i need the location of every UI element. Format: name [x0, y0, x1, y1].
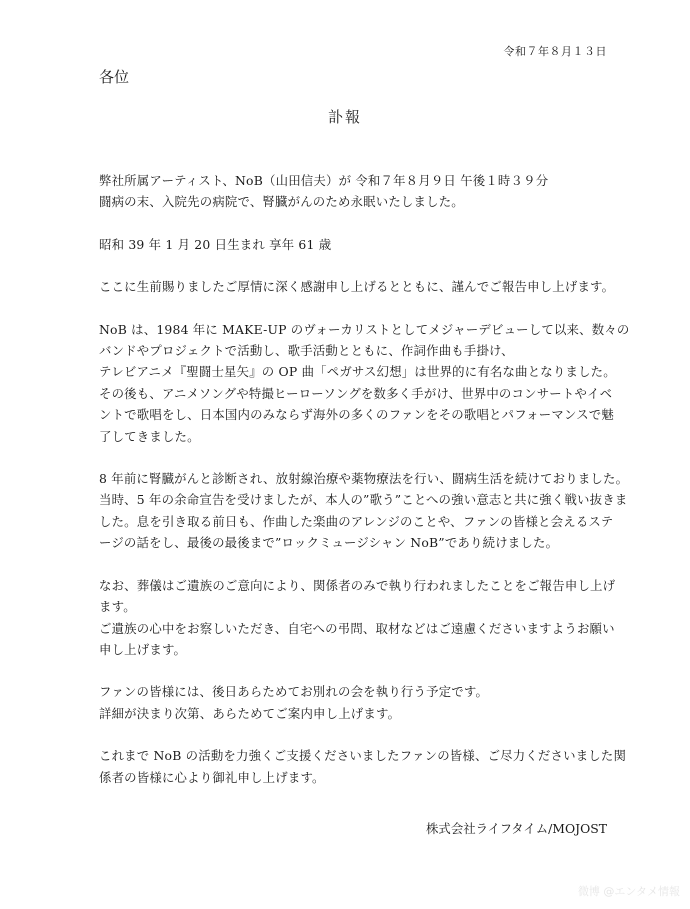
paragraph-line: 詳細が決まり次第、あらためてご案内申し上げます。: [99, 705, 401, 721]
paragraph-line: ージの話をし、最後の最後まで”ロックミュージシャン NoB”であり続けました。: [99, 535, 559, 551]
paragraph-line: NoB は、1984 年に MAKE-UP のヴォーカリストとしてメジャーデビューして以来、数々の: [99, 321, 630, 337]
paragraph-line: 闘病の末、入院先の病院で、腎臓がんのため永眠いたしました。: [99, 194, 464, 210]
paragraph-line: 申し上げます。: [99, 641, 187, 657]
paragraph-line: 昭和 39 年 1 月 20 日生まれ 享年 61 歳: [99, 236, 332, 252]
document-title: 訃報: [327, 108, 362, 126]
paragraph: [99, 319, 630, 447]
paragraph-line: 係者の皆様に心より御礼申し上げます。: [99, 769, 325, 785]
paragraph-line: 8 年前に腎臓がんと診断され、放射線治療や薬物療法を行い、闘病生活を続けておりました。: [99, 471, 629, 487]
paragraph-line: 了してきました。: [99, 428, 200, 444]
paragraph-line: これまで NoB の活動を力強くご支援くださいましたファンの皆様、ご尽力くださいました関: [99, 748, 627, 764]
paragraph: [99, 170, 619, 213]
paragraph: [99, 681, 619, 724]
company-signature: 株式会社ライフタイム/MOJOST: [426, 821, 607, 836]
paragraph-line: バンドやプロジェクトで活動し、歌手活動とともに、作詞作曲も手掛け、: [99, 343, 514, 359]
paragraph-line: ここに生前賜りましたご厚情に深く感謝申し上げるとともに、謹んでご報告申し上げます。: [99, 279, 615, 295]
paragraph-line: テレビアニメ『聖闘士星矢』の OP 曲「ペガサス幻想」は世界的に有名な曲となりました。: [99, 364, 616, 380]
document-body: [99, 170, 630, 809]
paragraph-line: 弊社所属アーティスト、NoB（山田信夫）が 令和７年８月９日 午後１時３９分: [99, 173, 549, 188]
paragraph-line: その後も、アニメソングや特撮ヒーローソングを数多く手がけ、世界中のコンサートやイベ: [99, 385, 613, 401]
paragraph-line: なお、葬儀はご遺族のご意向により、関係者のみで執り行われましたことをご報告申し上げ: [99, 577, 616, 593]
paragraph: [99, 276, 619, 297]
paragraph-line: 当時、5 年の余命宣告を受けましたが、本人の”歌う”ことへの強い意志と共に強く戦い抜きま: [99, 492, 628, 508]
document-date: 令和７年８月１３日: [503, 45, 607, 58]
paragraph: [99, 468, 629, 554]
paragraph: [99, 575, 619, 661]
paragraph: [99, 234, 619, 255]
paragraph-line: ファンの皆様には、後日あらためてお別れの会を執り行う予定です。: [99, 684, 489, 700]
salutation: 各位: [99, 68, 130, 86]
paragraph-line: ご遺族の心中をお察しいただき、自宅への弔問、取材などはご遠慮くださいますようお願い: [99, 620, 615, 636]
paragraph-line: ます。: [99, 599, 136, 615]
watermark: 微博 @エンタメ情報: [577, 885, 680, 898]
paragraph-line: した。息を引き取る前日も、作曲した楽曲のアレンジのことや、ファンの皆様と会えるステ: [99, 513, 614, 529]
paragraph-line: ントで歌唱をし、日本国内のみならず海外の多くのファンをその歌唱とパフォーマンスで魅: [99, 407, 614, 423]
paragraph: [99, 745, 627, 788]
